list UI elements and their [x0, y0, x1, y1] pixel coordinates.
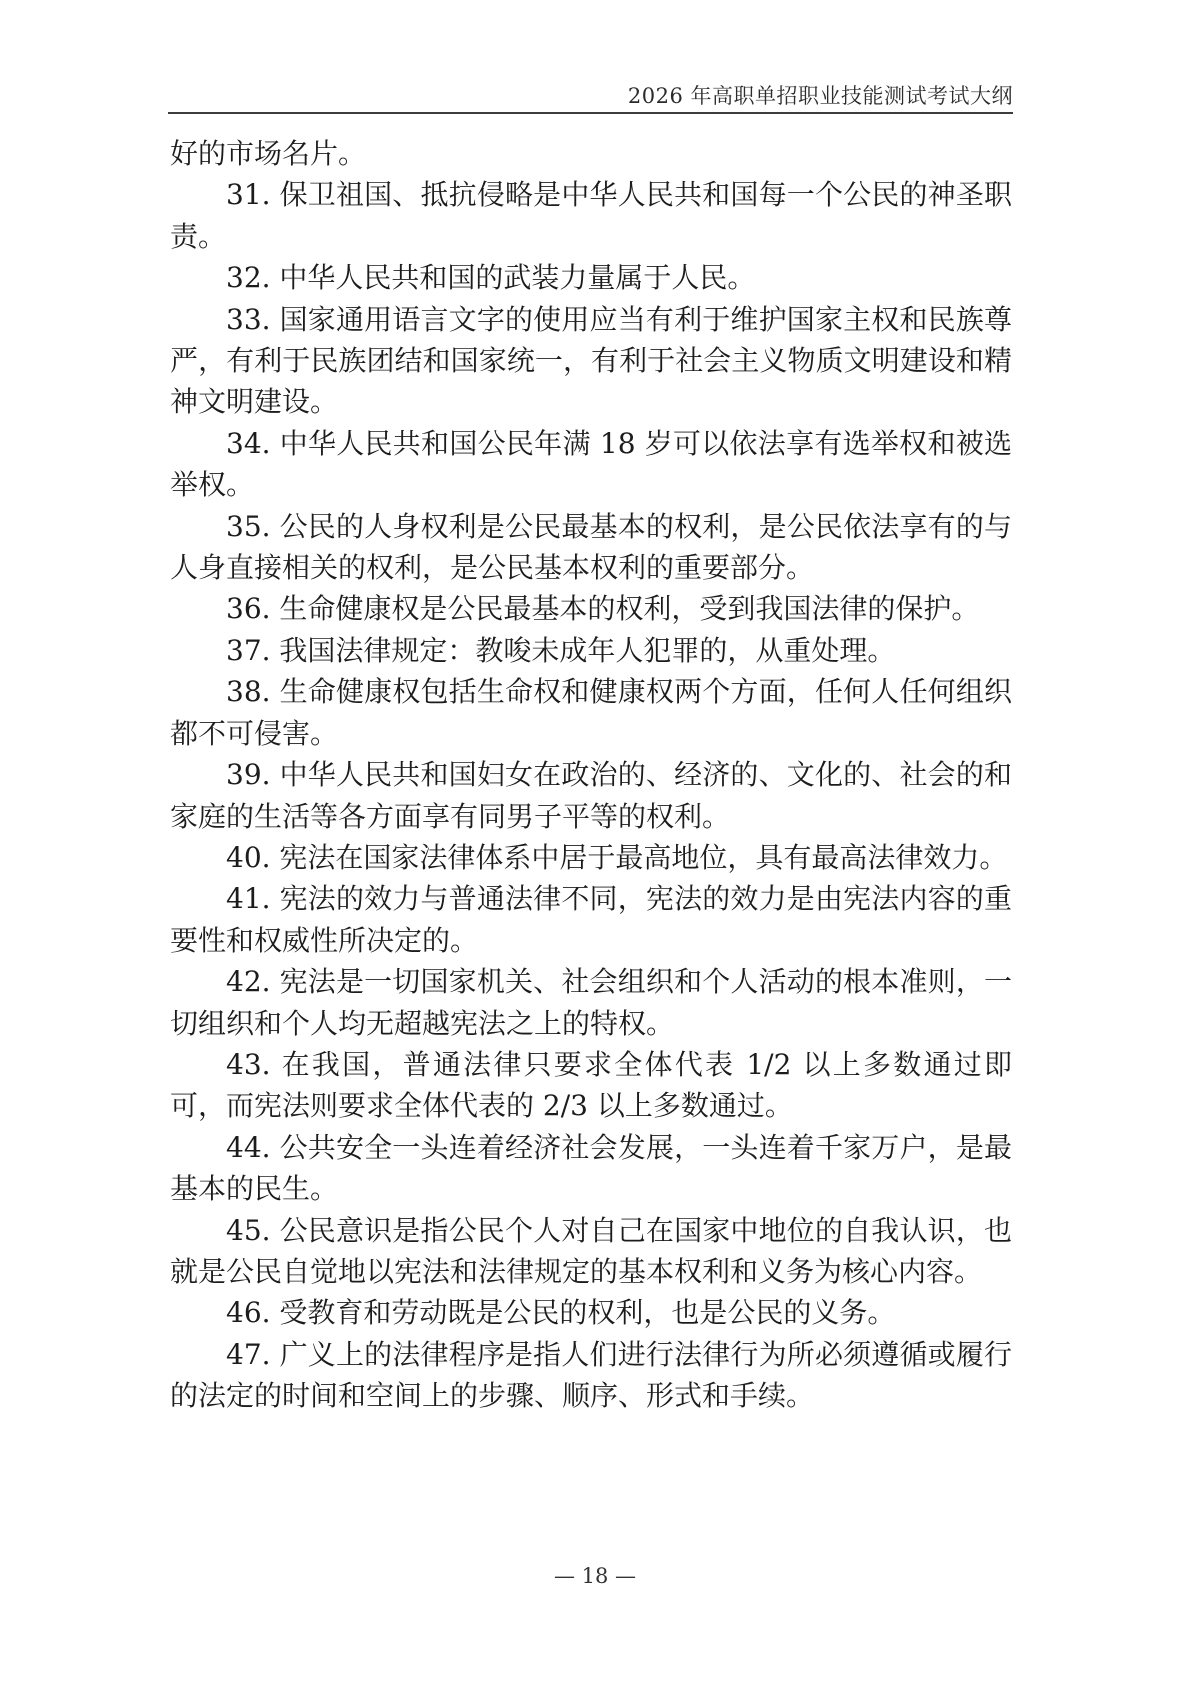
- page-number: — 18 —: [553, 1564, 637, 1588]
- paragraph-41: 41. 宪法的效力与普通法律不同，宪法的效力是由宪法内容的重要性和权威性所决定的。: [170, 882, 1012, 957]
- header-rule: [168, 112, 1013, 114]
- document-body: [170, 133, 1012, 1417]
- paragraph-44: 44. 公共安全一头连着经济社会发展，一头连着千家万户，是最基本的民生。: [170, 1130, 1012, 1206]
- paragraph-33: 33. 国家通用语言文字的使用应当有利于维护国家主权和民族尊严，有利于民族团结和国家统一，有利于社会主义物质文明建设和精神文明建设。: [170, 302, 1012, 419]
- paragraph-32: 32. 中华人民共和国的武装力量属于人民。: [226, 261, 756, 295]
- paragraph-47: 47. 广义上的法律程序是指人们进行法律行为所必须遵循或履行的法定的时间和空间上的步骤、顺序、形式和手续。: [170, 1337, 1012, 1413]
- paragraph-39: 39. 中华人民共和国妇女在政治的、经济的、文化的、社会的和家庭的生活等各方面享有同男子平等的权利。: [170, 758, 1012, 833]
- header-title: 2026 年高职单招职业技能测试考试大纲: [627, 84, 1013, 108]
- paragraph-intro: 好的市场名片。: [170, 137, 367, 170]
- paragraph-43: 43. 在我国，普通法律只要求全体代表 1/2 以上多数通过即可，而宪法则要求全体代表的 2/3 以上多数通过。: [170, 1047, 1012, 1123]
- paragraph-46: 46. 受教育和劳动既是公民的权利，也是公民的义务。: [226, 1296, 896, 1330]
- paragraph-42: 42. 宪法是一切国家机关、社会组织和个人活动的根本准则，一切组织和个人均无超越宪法之上的特权。: [170, 965, 1012, 1040]
- paragraph-38: 38. 生命健康权包括生命权和健康权两个方面，任何人任何组织都不可侵害。: [170, 675, 1012, 750]
- paragraph-31: 31. 保卫祖国、抵抗侵略是中华人民共和国每一个公民的神圣职责。: [170, 178, 1012, 253]
- paragraph-37: 37. 我国法律规定：教唆未成年人犯罪的，从重处理。: [226, 633, 896, 667]
- paragraph-35: 35. 公民的人身权利是公民最基本的权利，是公民依法享有的与人身直接相关的权利，是公民基本权利的重要部分。: [170, 509, 1012, 585]
- paragraph-36: 36. 生命健康权是公民最基本的权利，受到我国法律的保护。: [226, 592, 980, 626]
- paragraph-45: 45. 公民意识是指公民个人对自己在国家中地位的自我认识，也就是公民自觉地以宪法和法律规定的基本权利和义务为核心内容。: [170, 1213, 1012, 1288]
- paragraph-40: 40. 宪法在国家法律体系中居于最高地位，具有最高法律效力。: [226, 840, 1008, 874]
- paragraph-34: 34. 中华人民共和国公民年满 18 岁可以依法享有选举权和被选举权。: [170, 426, 1012, 502]
